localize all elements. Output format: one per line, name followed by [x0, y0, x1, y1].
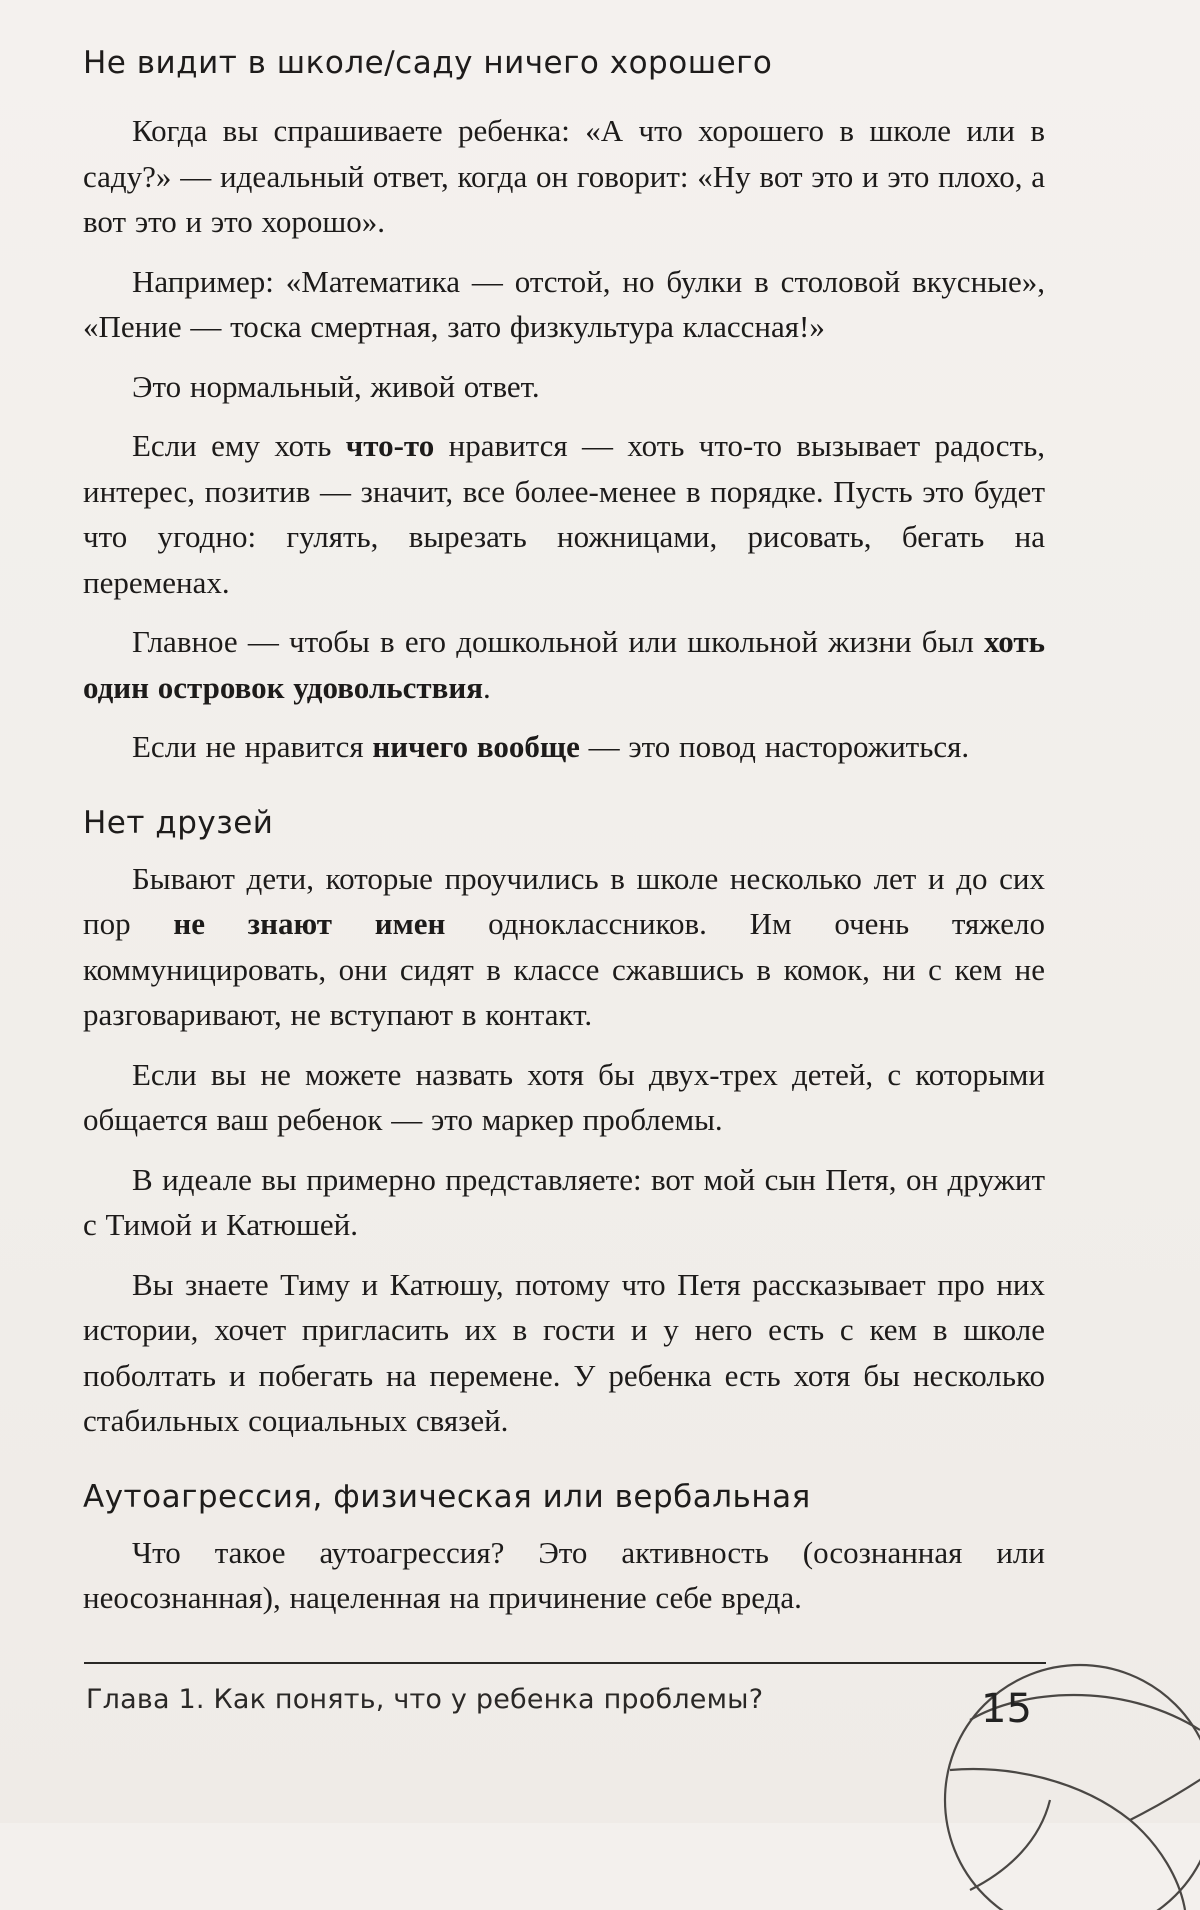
text-run: Вы знаете Тиму и Катюшу, потому что Петя рассказывает про них истории, хочет пригласить их в гости и у него есть с кем в школе поболтать и побегать на перемене. У ребенка есть хотя бы несколько стабильных социальных связей.: [83, 1266, 1045, 1438]
text-run: Например: «Математика — отстой, но булки в столовой вкусные», «Пение — тоска смертная, зато физкультура классная!»: [83, 263, 1045, 344]
footer-rule: [84, 1662, 1046, 1664]
text-run: .: [482, 669, 491, 705]
text-run: Когда вы спрашиваете ребенка: «А что хорошего в школе или в саду?» — идеальный ответ, когда он говорит: «Ну вот это и это плохо, а вот это и это хорошо».: [83, 113, 1045, 239]
section-no-good-at-school: [83, 40, 1045, 770]
text-run: Если не нравится: [132, 729, 373, 764]
paragraph: [83, 423, 1045, 605]
section-heading: Аутоагрессия, физическая или вербальная: [83, 1478, 811, 1515]
paragraph: [83, 1052, 1045, 1143]
text-run: нравится — хоть что-то вызывает радость, интерес, позитив — значит, все более-менее в порядке. Пусть это будет что угодно: гулять, вырезать ножницами, рисовать, бегать на переменах.: [83, 428, 1046, 600]
paragraph: [83, 259, 1045, 350]
paragraph: [83, 364, 1045, 410]
section-heading: Нет друзей: [83, 804, 274, 841]
running-footer-chapter: Глава 1. Как понять, что у ребенка проблемы?: [86, 1684, 764, 1715]
text-run: Бывают дети, которые проучились в школе несколько лет и до сих пор: [83, 860, 1045, 941]
ball-illustration-icon: [930, 1650, 1200, 1910]
emphasis-text: ничего вообще: [372, 729, 580, 764]
section-heading: Не видит в школе/саду ничего хорошего: [83, 45, 773, 81]
text-run: — это повод насторожиться.: [579, 729, 970, 764]
text-run: Что такое аутоагрессия? Это активность (осознанная или неосознанная), нацеленная на причинение себе вреда.: [83, 1534, 1045, 1615]
text-run: Главное — чтобы в его дошкольной или школьной жизни был: [132, 624, 984, 659]
emphasis-text: хоть один островок удовольствия: [83, 624, 1045, 705]
paragraph: [83, 724, 1045, 770]
text-run: Если вы не можете назвать хотя бы двух-трех детей, с которыми общается ваш ребенок — это маркер проблемы.: [83, 1056, 1045, 1137]
section-autoaggression: [83, 1474, 1045, 1621]
paragraph: [83, 1157, 1045, 1248]
emphasis-text: что-то: [345, 428, 435, 463]
paragraph: [83, 619, 1045, 710]
section-no-friends: [83, 800, 1045, 1444]
text-run: одноклассников. Им очень тяжело коммуницировать, они сидят в классе сжавшись в комок, ни с кем не разговаривают, не вступают в контакт.: [83, 906, 1046, 1032]
page-number: 15: [981, 1686, 1032, 1732]
text-column: [83, 40, 1045, 1621]
paragraph: [83, 856, 1045, 1038]
emphasis-text: не знают имен: [173, 906, 446, 941]
text-run: В идеале вы примерно представляете: вот мой сын Петя, он дружит с Тимой и Катюшей.: [83, 1161, 1045, 1242]
paragraph: [83, 108, 1045, 245]
text-run: Это нормальный, живой ответ.: [132, 368, 540, 404]
text-run: Если ему хоть: [132, 428, 346, 463]
paragraph: [83, 1262, 1045, 1444]
paragraph: [83, 1530, 1045, 1621]
